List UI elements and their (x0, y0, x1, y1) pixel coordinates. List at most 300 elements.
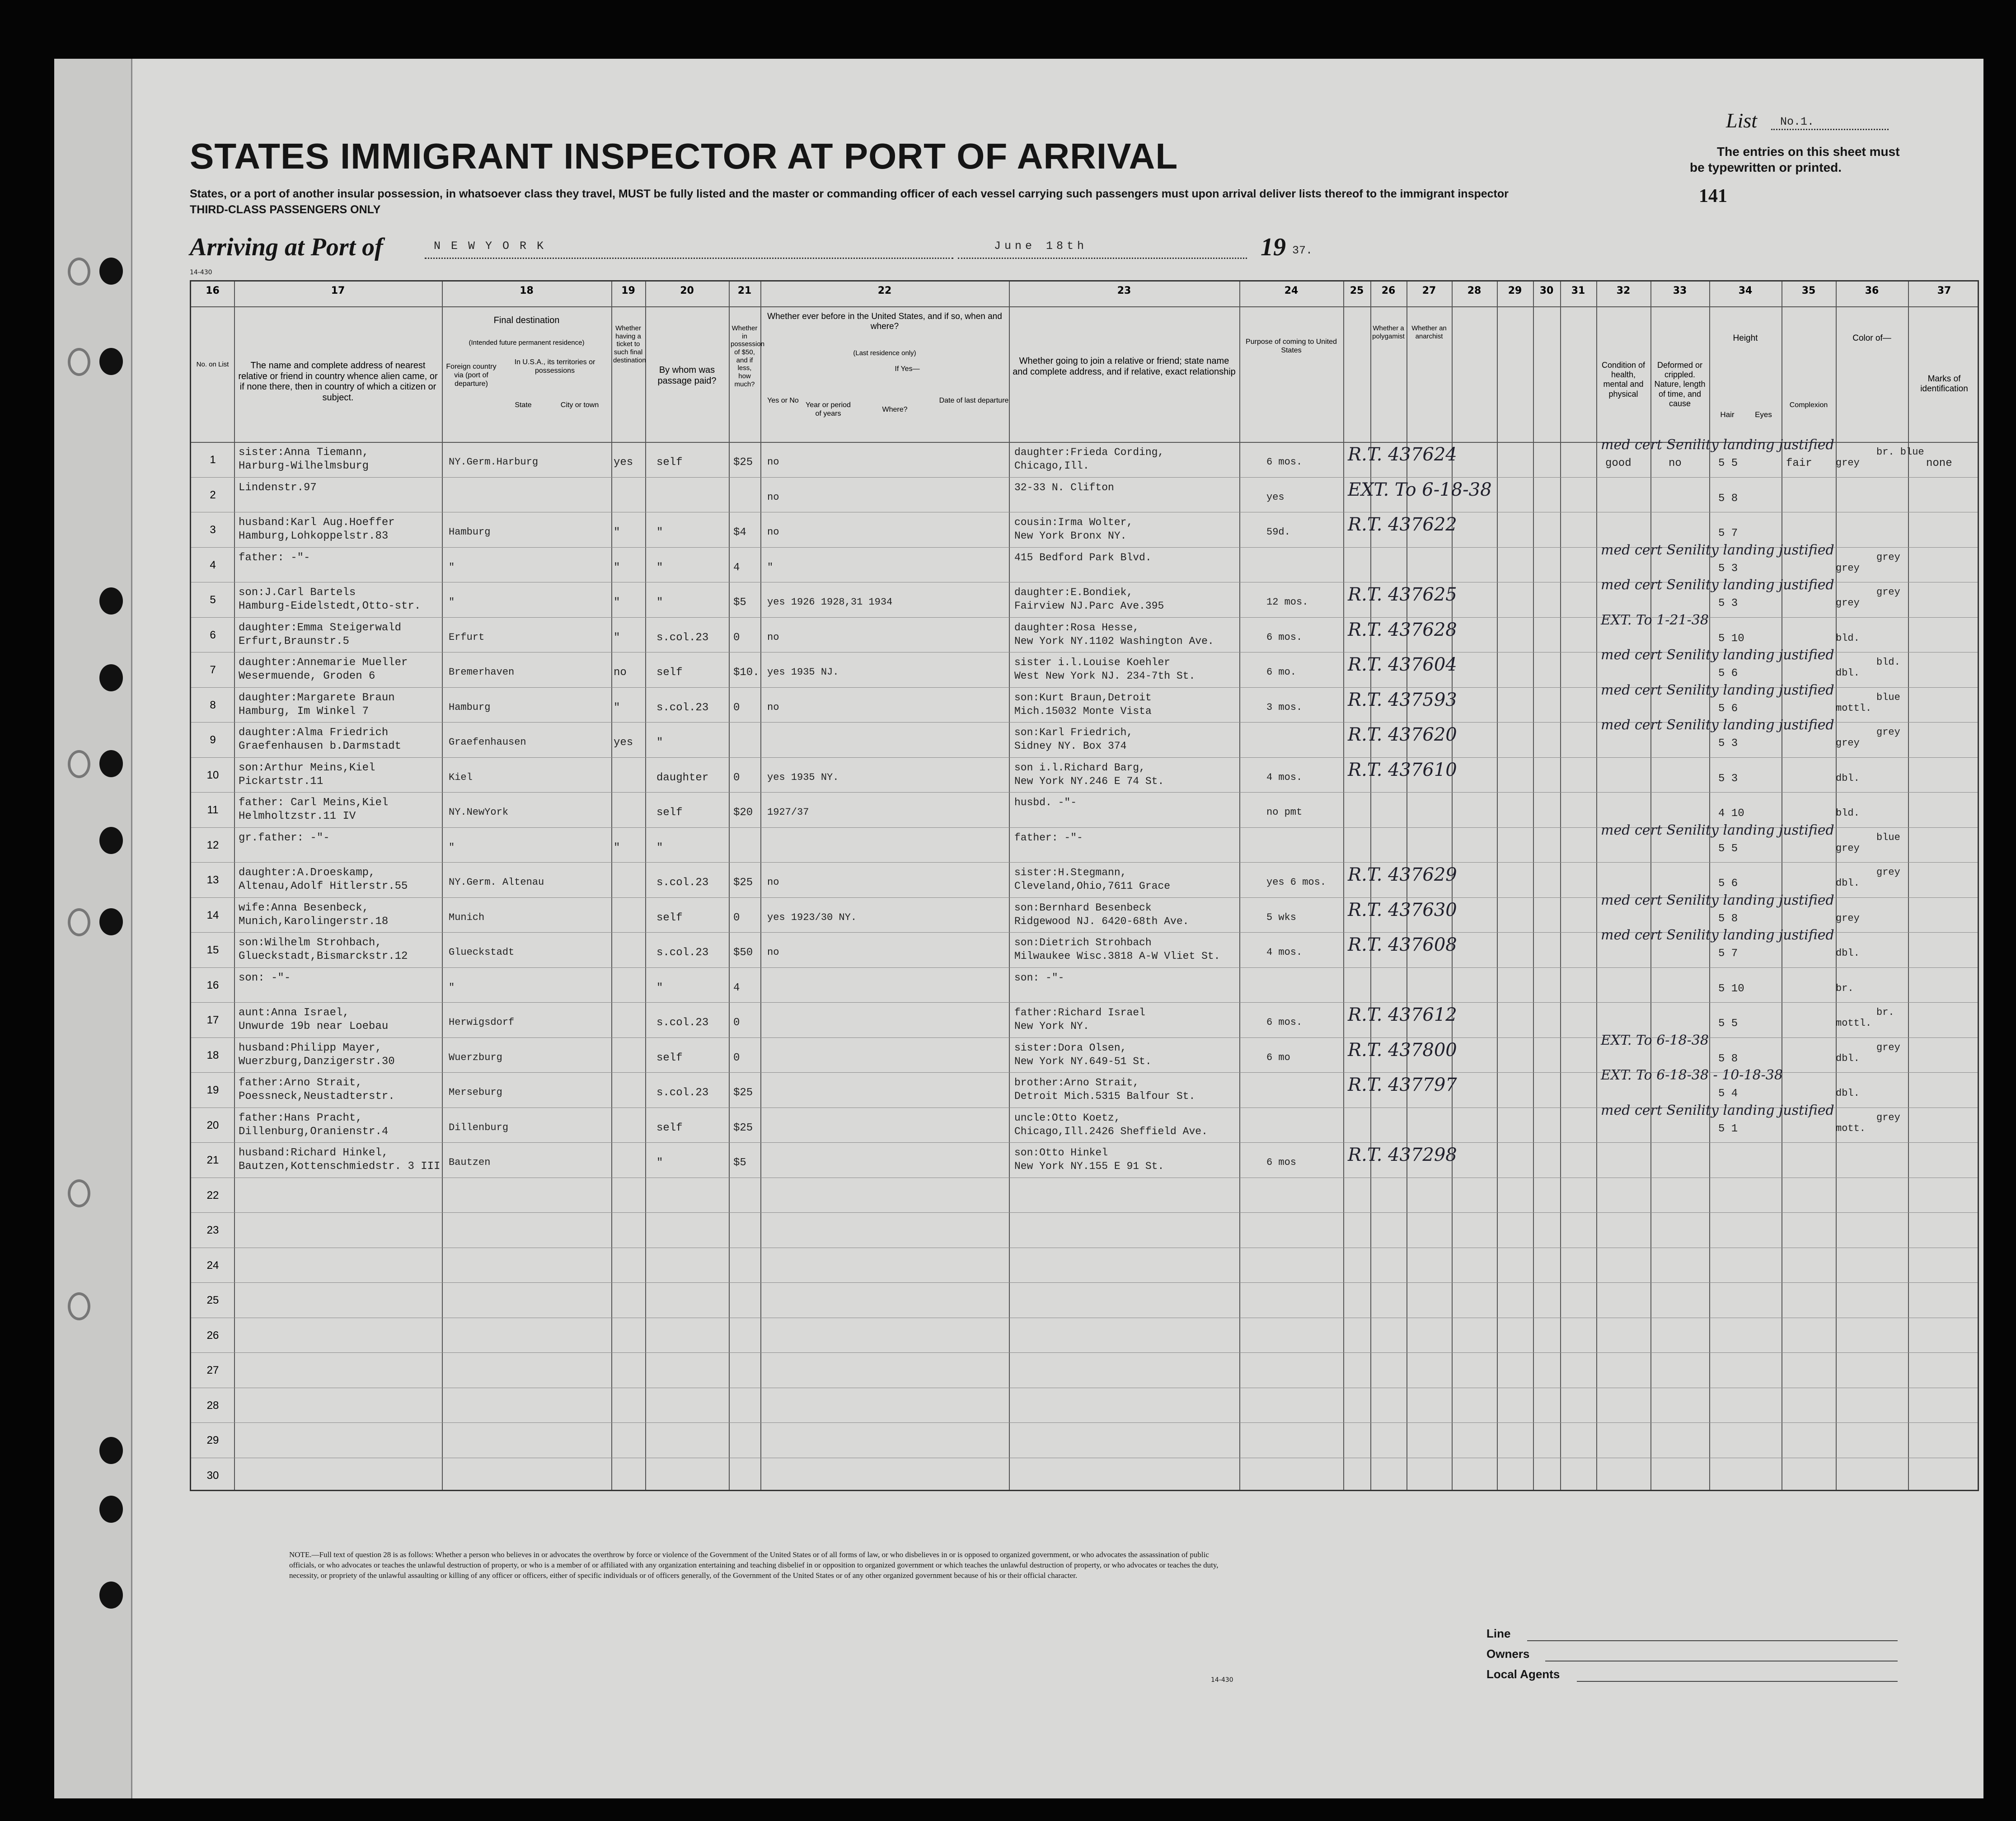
row-number: 19 (206, 1084, 219, 1096)
hair-color: br. (1836, 982, 1854, 994)
joining-relative-name: father:Richard Israel (1014, 1007, 1145, 1018)
manifest-sheet (54, 59, 1983, 1798)
column-number-31: 31 (1571, 285, 1585, 296)
nearest-relative-name: husband:Karl Aug.Hoeffer (239, 516, 395, 529)
money-possessed: $20 (733, 807, 753, 819)
column-number-16: 16 (206, 285, 220, 296)
binder-hole (99, 587, 123, 615)
eye-color: br. blue (1876, 446, 1924, 458)
previously-in-us: no (767, 877, 779, 888)
row-number: 22 (206, 1189, 219, 1201)
column-number-18: 18 (520, 285, 534, 296)
row-number: 23 (206, 1224, 219, 1236)
passage-paid-by: s.col.23 (656, 1087, 709, 1099)
col18-foreign: Foreign country via (port of departure) (446, 363, 497, 388)
binder-hole (99, 827, 123, 854)
purpose-stay-length: yes 6 mos. (1266, 877, 1327, 888)
money-possessed: $25 (733, 877, 753, 889)
joining-relative-name: son:Kurt Braun,Detroit (1014, 691, 1152, 704)
row-number: 5 (210, 594, 216, 606)
eye-color: grey (1876, 727, 1900, 738)
column-number-30: 30 (1539, 285, 1554, 296)
column-number-33: 33 (1673, 285, 1687, 296)
joining-relative-name: uncle:Otto Koetz, (1014, 1112, 1121, 1124)
column-header-18: Final destination (493, 315, 560, 325)
money-possessed: 0 (733, 1017, 740, 1029)
deformed-value: no (1669, 457, 1682, 469)
money-possessed: 0 (733, 631, 740, 644)
row-number: 15 (206, 944, 219, 956)
eye-color: blue (1876, 691, 1900, 703)
joining-relative-address: West New York NJ. 234-7th St. (1014, 670, 1196, 682)
previously-in-us: no (767, 456, 779, 468)
passage-paid-by: " (656, 981, 663, 994)
row-number: 28 (206, 1399, 219, 1412)
previously-in-us: no (767, 526, 779, 538)
passage-paid-by: s.col.23 (656, 1017, 709, 1029)
column-header-21: Whether in possession of $50, and if less, how much? (731, 324, 765, 388)
column-number-17: 17 (331, 285, 345, 296)
height-value: 5 7 (1718, 948, 1738, 960)
final-destination: " (449, 561, 455, 573)
column-header-19: Whether having a ticket to such final destination (613, 324, 646, 364)
previously-in-us: no (767, 491, 779, 503)
col18-city: City or town (560, 401, 599, 409)
nearest-relative-address: Wesermuende, Groden 6 (239, 670, 375, 682)
final-destination: NY.Germ. Altenau (449, 877, 544, 888)
nearest-relative-name: son:J.Carl Bartels (239, 587, 356, 599)
row-number: 27 (206, 1364, 219, 1376)
row-number: 29 (206, 1434, 219, 1446)
money-possessed: 4 (733, 981, 740, 994)
medical-annotation: med cert Senility landing justified (1601, 647, 1834, 663)
joining-relative-address: Chicago,Ill. (1014, 460, 1089, 472)
column-header-22: Whether ever before in the United States, and if so, when and where? (767, 312, 1002, 332)
nearest-relative-name: son: -"- (239, 972, 291, 984)
money-possessed: $25 (733, 1122, 753, 1134)
hair-color: grey (1836, 457, 1860, 469)
nearest-relative-address: Unwurde 19b near Loebau (239, 1020, 389, 1033)
binder-hole (99, 1582, 123, 1609)
money-possessed: 0 (733, 911, 740, 924)
passage-paid-by: self (656, 1122, 683, 1134)
final-destination: Herwigsdorf (449, 1017, 515, 1028)
nearest-relative-address: Altenau,Adolf Hitlerstr.55 (239, 880, 408, 892)
money-possessed: 0 (733, 771, 740, 784)
hair-color: mott. (1836, 1122, 1866, 1134)
column-number-36: 36 (1865, 285, 1879, 296)
height-value: 5 6 (1718, 878, 1738, 890)
purpose-stay-length: yes (1266, 491, 1285, 503)
nearest-relative-name: sister:Anna Tiemann, (239, 446, 369, 459)
money-possessed: $4 (733, 526, 746, 539)
joining-relative-name: son: -"- (1014, 972, 1064, 984)
local-agents-label: Local Agents (1486, 1667, 1560, 1681)
binder-hole (99, 1496, 123, 1523)
manifest-table (190, 280, 1979, 1491)
nearest-relative-address: Bautzen,Kottenschmiedstr. 3 III (239, 1160, 441, 1173)
height-value: 5 5 (1718, 842, 1738, 855)
height-value: 5 8 (1718, 492, 1738, 505)
joining-relative-name: son:Bernhard Besenbeck (1014, 901, 1152, 914)
final-destination: Hamburg (449, 701, 491, 713)
row-number: 13 (206, 874, 219, 886)
ticket-value: " (614, 526, 620, 539)
ticket-value: " (614, 631, 620, 644)
inspector-annotation: EXT. To 6-18-38 (1348, 479, 1492, 500)
purpose-stay-length: 6 mo. (1266, 666, 1297, 678)
height-value: 5 4 (1718, 1088, 1738, 1100)
hair-color: dbl. (1836, 878, 1860, 889)
hair-color: grey (1836, 597, 1860, 609)
passage-paid-by: self (656, 807, 683, 819)
column-number-37: 37 (1937, 285, 1951, 296)
row-number: 12 (206, 839, 219, 851)
purpose-stay-length: 6 mos. (1266, 631, 1303, 643)
joining-relative-address: Chicago,Ill.2426 Sheffield Ave. (1014, 1125, 1208, 1137)
binder-hole (68, 750, 90, 778)
arriving-label: Arriving at Port of (190, 233, 383, 261)
inspector-annotation: R.T. 437610 (1348, 759, 1457, 780)
hair-color: dbl. (1836, 667, 1860, 679)
row-number: 14 (206, 909, 219, 921)
final-destination: Hamburg (449, 526, 491, 538)
purpose-stay-length: 12 mos. (1266, 596, 1308, 608)
passage-paid-by: self (656, 666, 683, 679)
arrival-date: June 18th (994, 239, 1088, 253)
hair-color: mottl. (1836, 1018, 1872, 1029)
row-number: 21 (206, 1154, 219, 1166)
previously-in-us: no (767, 701, 779, 713)
column-header-20: By whom was passage paid? (657, 365, 717, 386)
col22-date: Date of last departure (939, 397, 1009, 404)
previously-in-us: yes 1935 NJ. (767, 666, 839, 678)
nearest-relative-address: Hamburg,Lohkoppelstr.83 (239, 530, 389, 542)
column-number-29: 29 (1508, 285, 1522, 296)
eye-color: grey (1876, 587, 1900, 598)
col18-usa: In U.S.A., its territories or possessions (514, 358, 595, 375)
column-number-27: 27 (1422, 285, 1436, 296)
purpose-stay-length: 4 mos. (1266, 947, 1303, 958)
line-label: Line (1486, 1627, 1511, 1640)
joining-relative-address: Ridgewood NJ. 6420-68th Ave. (1014, 915, 1189, 927)
year-prefix: 19 (1261, 233, 1286, 261)
eye-color: br. (1876, 1007, 1894, 1018)
column-header-32: Condition of health, mental and physical (1601, 361, 1646, 399)
form-instruction: States, or a port of another insular possession, in whatsoever class they travel, MUST be fully listed and the master or commanding officer of each vessel carrying such passengers must upon arrival deliver lists thereof to the immigrant inspector (190, 188, 1509, 200)
joining-relative-name: daughter:Rosa Hesse, (1014, 621, 1139, 634)
inspector-annotation: R.T. 437608 (1348, 934, 1457, 955)
medical-annotation: med cert Senility landing justified (1601, 822, 1834, 838)
column-header-23: Whether going to join a relative or friend; state name and complete address, and if relative, exact relationship (1013, 356, 1236, 377)
column-header-33: Deformed or crippled. Nature, length of time, and cause (1654, 361, 1706, 408)
inspector-annotation: R.T. 437629 (1348, 864, 1457, 885)
height-value: 5 1 (1718, 1122, 1738, 1135)
binder-hole (68, 258, 90, 286)
hair-color: grey (1836, 737, 1860, 749)
ticket-value: yes (614, 456, 633, 469)
nearest-relative-address: Helmholtzstr.11 IV (239, 810, 356, 822)
final-destination: Dillenburg (449, 1122, 509, 1133)
inspector-annotation: R.T. 437593 (1348, 689, 1457, 710)
passage-paid-by: self (656, 911, 683, 924)
joining-relative-name: son:Dietrich Strohbach (1014, 937, 1152, 948)
binder-hole (99, 258, 123, 285)
column-number-20: 20 (680, 285, 694, 296)
binder-hole (99, 908, 123, 935)
nearest-relative-name: husband:Richard Hinkel, (239, 1147, 389, 1159)
height-value: 5 5 (1718, 457, 1738, 469)
row-number: 4 (210, 559, 216, 571)
inspector-annotation: R.T. 437630 (1348, 899, 1457, 920)
nearest-relative-address: Hamburg-Eidelstedt,Otto-str. (239, 600, 421, 612)
height-value: 5 6 (1718, 667, 1738, 680)
inspector-annotation: R.T. 437622 (1348, 514, 1457, 535)
hair-color: mottl. (1836, 702, 1872, 714)
column-number-34: 34 (1738, 285, 1753, 296)
passage-paid-by: daughter (656, 771, 709, 784)
eye-color: grey (1876, 551, 1900, 563)
medical-annotation: EXT. To 6-18-38 (1601, 1032, 1709, 1048)
medical-annotation: med cert Senility landing justified (1601, 1102, 1834, 1118)
list-value: No.1. (1780, 115, 1814, 128)
final-destination: Glueckstadt (449, 947, 515, 958)
column-number-25: 25 (1350, 285, 1364, 296)
row-number: 6 (210, 629, 216, 641)
final-destination: Munich (449, 911, 485, 923)
row-number: 20 (206, 1119, 219, 1131)
joining-relative-name: son:Karl Friedrich, (1014, 727, 1133, 738)
medical-annotation: med cert Senility landing justified (1601, 682, 1834, 698)
money-possessed: 0 (733, 1051, 740, 1064)
previously-in-us: yes 1935 NY. (767, 771, 839, 783)
row-number: 30 (206, 1469, 219, 1482)
money-possessed: $25 (733, 456, 753, 469)
nearest-relative-address: Harburg-Wilhelmsburg (239, 460, 369, 472)
form-title: STATES IMMIGRANT INSPECTOR AT PORT OF ARRIVAL (190, 136, 1178, 176)
nearest-relative-name: Lindenstr.97 (239, 481, 317, 494)
joining-relative-address: New York Bronx NY. (1014, 530, 1127, 542)
list-label: List (1726, 109, 1758, 132)
joining-relative-address: New York NY.1102 Washington Ave. (1014, 635, 1214, 647)
final-destination: Wuerzburg (449, 1051, 502, 1063)
hair-color: bld. (1836, 632, 1860, 644)
footnote-question-28: NOTE.—Full text of question 28 is as follows: Whether a person who believes in or advocates the overthrow by force or violence of the Government of the United States or of all forms of law, or who disbelieves in or is opposed to organized government, or who advocates the assassination of public officials, or who advocates or teaches the unlawful destruction of property, or who is a member of or affiliated with any organization entertaining and teaching disbelief in or opposition to organized government or which teaches the unlawful destruction of property, or who advocates or teaches the duty, necessity, or propriety of the unlawful assaulting or killing of any officer or officers, either of specific individuals or of officers generally, of the Government of the United States or of any other organized government because of his or their official character. (289, 1550, 1219, 1580)
ticket-value: no (614, 666, 627, 679)
col34-inches: Eyes (1755, 410, 1772, 419)
col22-where: Where? (882, 406, 908, 413)
nearest-relative-address: Graefenhausen b.Darmstadt (239, 740, 402, 752)
nearest-relative-address: Glueckstadt,Bismarckstr.12 (239, 950, 408, 962)
row-number: 24 (206, 1259, 219, 1272)
year-suffix: 37. (1292, 244, 1313, 257)
page-number: 141 (1699, 186, 1727, 207)
previously-in-us: yes 1926 1928,31 1934 (767, 596, 893, 608)
joining-relative-name: sister i.l.Louise Koehler (1014, 657, 1171, 668)
inspector-annotation: R.T. 437800 (1348, 1039, 1457, 1061)
hair-color: grey (1836, 562, 1860, 574)
nearest-relative-name: husband:Philipp Mayer, (239, 1042, 382, 1054)
nearest-relative-name: wife:Anna Besenbeck, (239, 901, 369, 914)
nearest-relative-name: father:Hans Pracht, (239, 1112, 362, 1124)
medical-annotation: med cert Senility landing justified (1601, 892, 1834, 908)
binder-hole (68, 348, 90, 376)
row-number: 11 (207, 804, 219, 816)
passage-paid-by: self (656, 1051, 683, 1064)
purpose-stay-length: no pmt (1266, 807, 1303, 818)
hair-color: dbl. (1836, 772, 1860, 784)
hair-color: dbl. (1836, 1088, 1860, 1099)
column-header-26: Whether a polygamist (1372, 324, 1405, 340)
height-value: 5 3 (1718, 597, 1738, 610)
final-destination: " (449, 981, 455, 993)
joining-relative-address: New York NY. (1014, 1020, 1089, 1032)
money-possessed: 0 (733, 701, 740, 714)
form-number-top: 14-430 (190, 269, 212, 276)
port-value: N E W Y O R K (434, 239, 546, 253)
hair-color: dbl. (1836, 1052, 1860, 1064)
row-number: 2 (210, 488, 216, 501)
joining-relative-name: 32-33 N. Clifton (1014, 481, 1114, 493)
nearest-relative-name: daughter:Margarete Braun (239, 691, 395, 704)
complexion-value: fair (1786, 457, 1812, 469)
purpose-stay-length: 6 mos. (1266, 456, 1303, 468)
nearest-relative-address: Munich,Karolingerstr.18 (239, 915, 389, 928)
nearest-relative-name: daughter:Emma Steigerwald (239, 621, 402, 634)
height-value: 5 8 (1718, 1052, 1738, 1065)
ticket-value: yes (614, 737, 633, 749)
passage-paid-by: " (656, 561, 663, 574)
height-value: 5 7 (1718, 527, 1738, 540)
previously-in-us: no (767, 947, 779, 958)
binder-hole (99, 664, 123, 691)
inspector-annotation: R.T. 437628 (1348, 619, 1457, 640)
binder-hole (68, 908, 90, 936)
final-destination: Bremerhaven (449, 666, 515, 678)
height-value: 5 3 (1718, 772, 1738, 785)
eye-color: grey (1876, 1042, 1900, 1053)
final-destination: Kiel (449, 771, 473, 783)
money-possessed: $50 (733, 947, 753, 959)
purpose-stay-length: 59d. (1266, 526, 1290, 538)
row-number: 7 (210, 664, 216, 676)
col22-year: Year or period of years (806, 401, 851, 418)
column-number-19: 19 (621, 285, 635, 296)
joining-relative-address: Milwaukee Wisc.3818 A-W Vliet St. (1014, 950, 1220, 962)
money-possessed: 4 (733, 561, 740, 574)
joining-relative-address: Fairview NJ.Parc Ave.395 (1014, 600, 1164, 612)
nearest-relative-address: Hamburg, Im Winkel 7 (239, 705, 369, 718)
row-number: 9 (210, 734, 216, 746)
nearest-relative-name: daughter:A.Droeskamp, (239, 867, 375, 879)
nearest-relative-address: Pickartstr.11 (239, 775, 323, 788)
medical-annotation: EXT. To 1-21-38 (1601, 612, 1709, 628)
inspector-annotation: R.T. 437612 (1348, 1004, 1457, 1025)
previously-in-us: 1927/37 (767, 807, 809, 818)
height-value: 5 6 (1718, 702, 1738, 715)
money-possessed: $25 (733, 1087, 753, 1099)
previously-in-us: yes 1923/30 NY. (767, 911, 857, 923)
form-number-bottom: 14-430 (1211, 1676, 1233, 1684)
height-value: 5 10 (1718, 632, 1744, 645)
column-number-35: 35 (1801, 285, 1816, 296)
nearest-relative-name: aunt:Anna Israel, (239, 1007, 349, 1019)
ticket-value: " (614, 841, 620, 854)
column-number-28: 28 (1467, 285, 1482, 296)
passage-paid-by: self (656, 456, 683, 469)
binder-hole (68, 1179, 90, 1207)
passage-paid-by: s.col.23 (656, 877, 709, 889)
inspector-annotation: R.T. 437604 (1348, 654, 1457, 675)
final-destination: " (449, 596, 455, 608)
form-instruction-class: THIRD-CLASS PASSENGERS ONLY (190, 203, 381, 216)
passage-paid-by: " (656, 526, 663, 539)
final-destination: Erfurt (449, 631, 485, 643)
joining-relative-address: Cleveland,Ohio,7611 Grace (1014, 880, 1171, 892)
binder-hole (99, 750, 123, 777)
passage-paid-by: s.col.23 (656, 947, 709, 959)
col34-feet: Hair (1720, 410, 1735, 419)
purpose-stay-length: 6 mo (1266, 1051, 1290, 1063)
nearest-relative-name: father: -"- (239, 551, 310, 564)
joining-relative-address: Sidney NY. Box 374 (1014, 740, 1127, 752)
passage-paid-by: s.col.23 (656, 631, 709, 644)
health-condition: good (1605, 457, 1632, 469)
column-number-21: 21 (737, 285, 752, 296)
joining-relative-name: son i.l.Richard Barg, (1014, 761, 1145, 774)
col22-yes-no: Yes or No (767, 397, 799, 404)
height-value: 5 3 (1718, 562, 1738, 575)
final-destination: Merseburg (449, 1087, 502, 1098)
column-number-23: 23 (1117, 285, 1131, 296)
col22-if-yes: If Yes— (895, 365, 920, 373)
binder-hole (99, 1437, 123, 1464)
joining-relative-name: 415 Bedford Park Blvd. (1014, 551, 1152, 563)
ticket-value: " (614, 596, 620, 609)
row-number: 16 (206, 979, 219, 991)
purpose-stay-length: 3 mos. (1266, 701, 1303, 713)
medical-annotation: med cert Senility landing justified (1601, 437, 1834, 453)
inspector-annotation: R.T. 437625 (1348, 584, 1457, 605)
purpose-stay-length: 6 mos (1266, 1157, 1297, 1168)
height-value: 5 3 (1718, 737, 1738, 750)
height-value: 4 10 (1718, 807, 1744, 820)
joining-relative-name: son:Otto Hinkel (1014, 1147, 1108, 1159)
hair-color: dbl. (1836, 948, 1860, 959)
passage-paid-by: " (656, 596, 663, 609)
final-destination: Graefenhausen (449, 737, 526, 748)
passage-paid-by: " (656, 737, 663, 749)
medical-annotation: med cert Senility landing justified (1601, 927, 1834, 943)
col18-state: State (515, 401, 532, 409)
joining-relative-name: brother:Arno Strait, (1014, 1077, 1139, 1089)
joining-relative-name: cousin:Irma Wolter, (1014, 516, 1133, 528)
column-header-17: The name and complete address of nearest relative or friend in country whence alien came, or if none there, then in country of which a citizen or subject. (238, 361, 438, 403)
joining-relative-address: New York NY.155 E 91 St. (1014, 1160, 1164, 1172)
column-header-35: Complexion (1789, 401, 1828, 409)
final-destination: NY.Germ.Harburg (449, 456, 539, 468)
joining-relative-address: New York NY.649-51 St. (1014, 1055, 1152, 1067)
entries-note-1: The entries on this sheet must (1717, 145, 1900, 159)
hair-color: grey (1836, 842, 1860, 854)
inspector-annotation: R.T. 437797 (1348, 1075, 1457, 1095)
nearest-relative-name: daughter:Alma Friedrich (239, 727, 389, 739)
column-number-22: 22 (877, 285, 892, 296)
nearest-relative-address: Erfurt,Braunstr.5 (239, 635, 349, 648)
previously-in-us: no (767, 631, 779, 643)
hair-color: bld. (1836, 807, 1860, 819)
column-header-16: No. on List (196, 361, 229, 368)
